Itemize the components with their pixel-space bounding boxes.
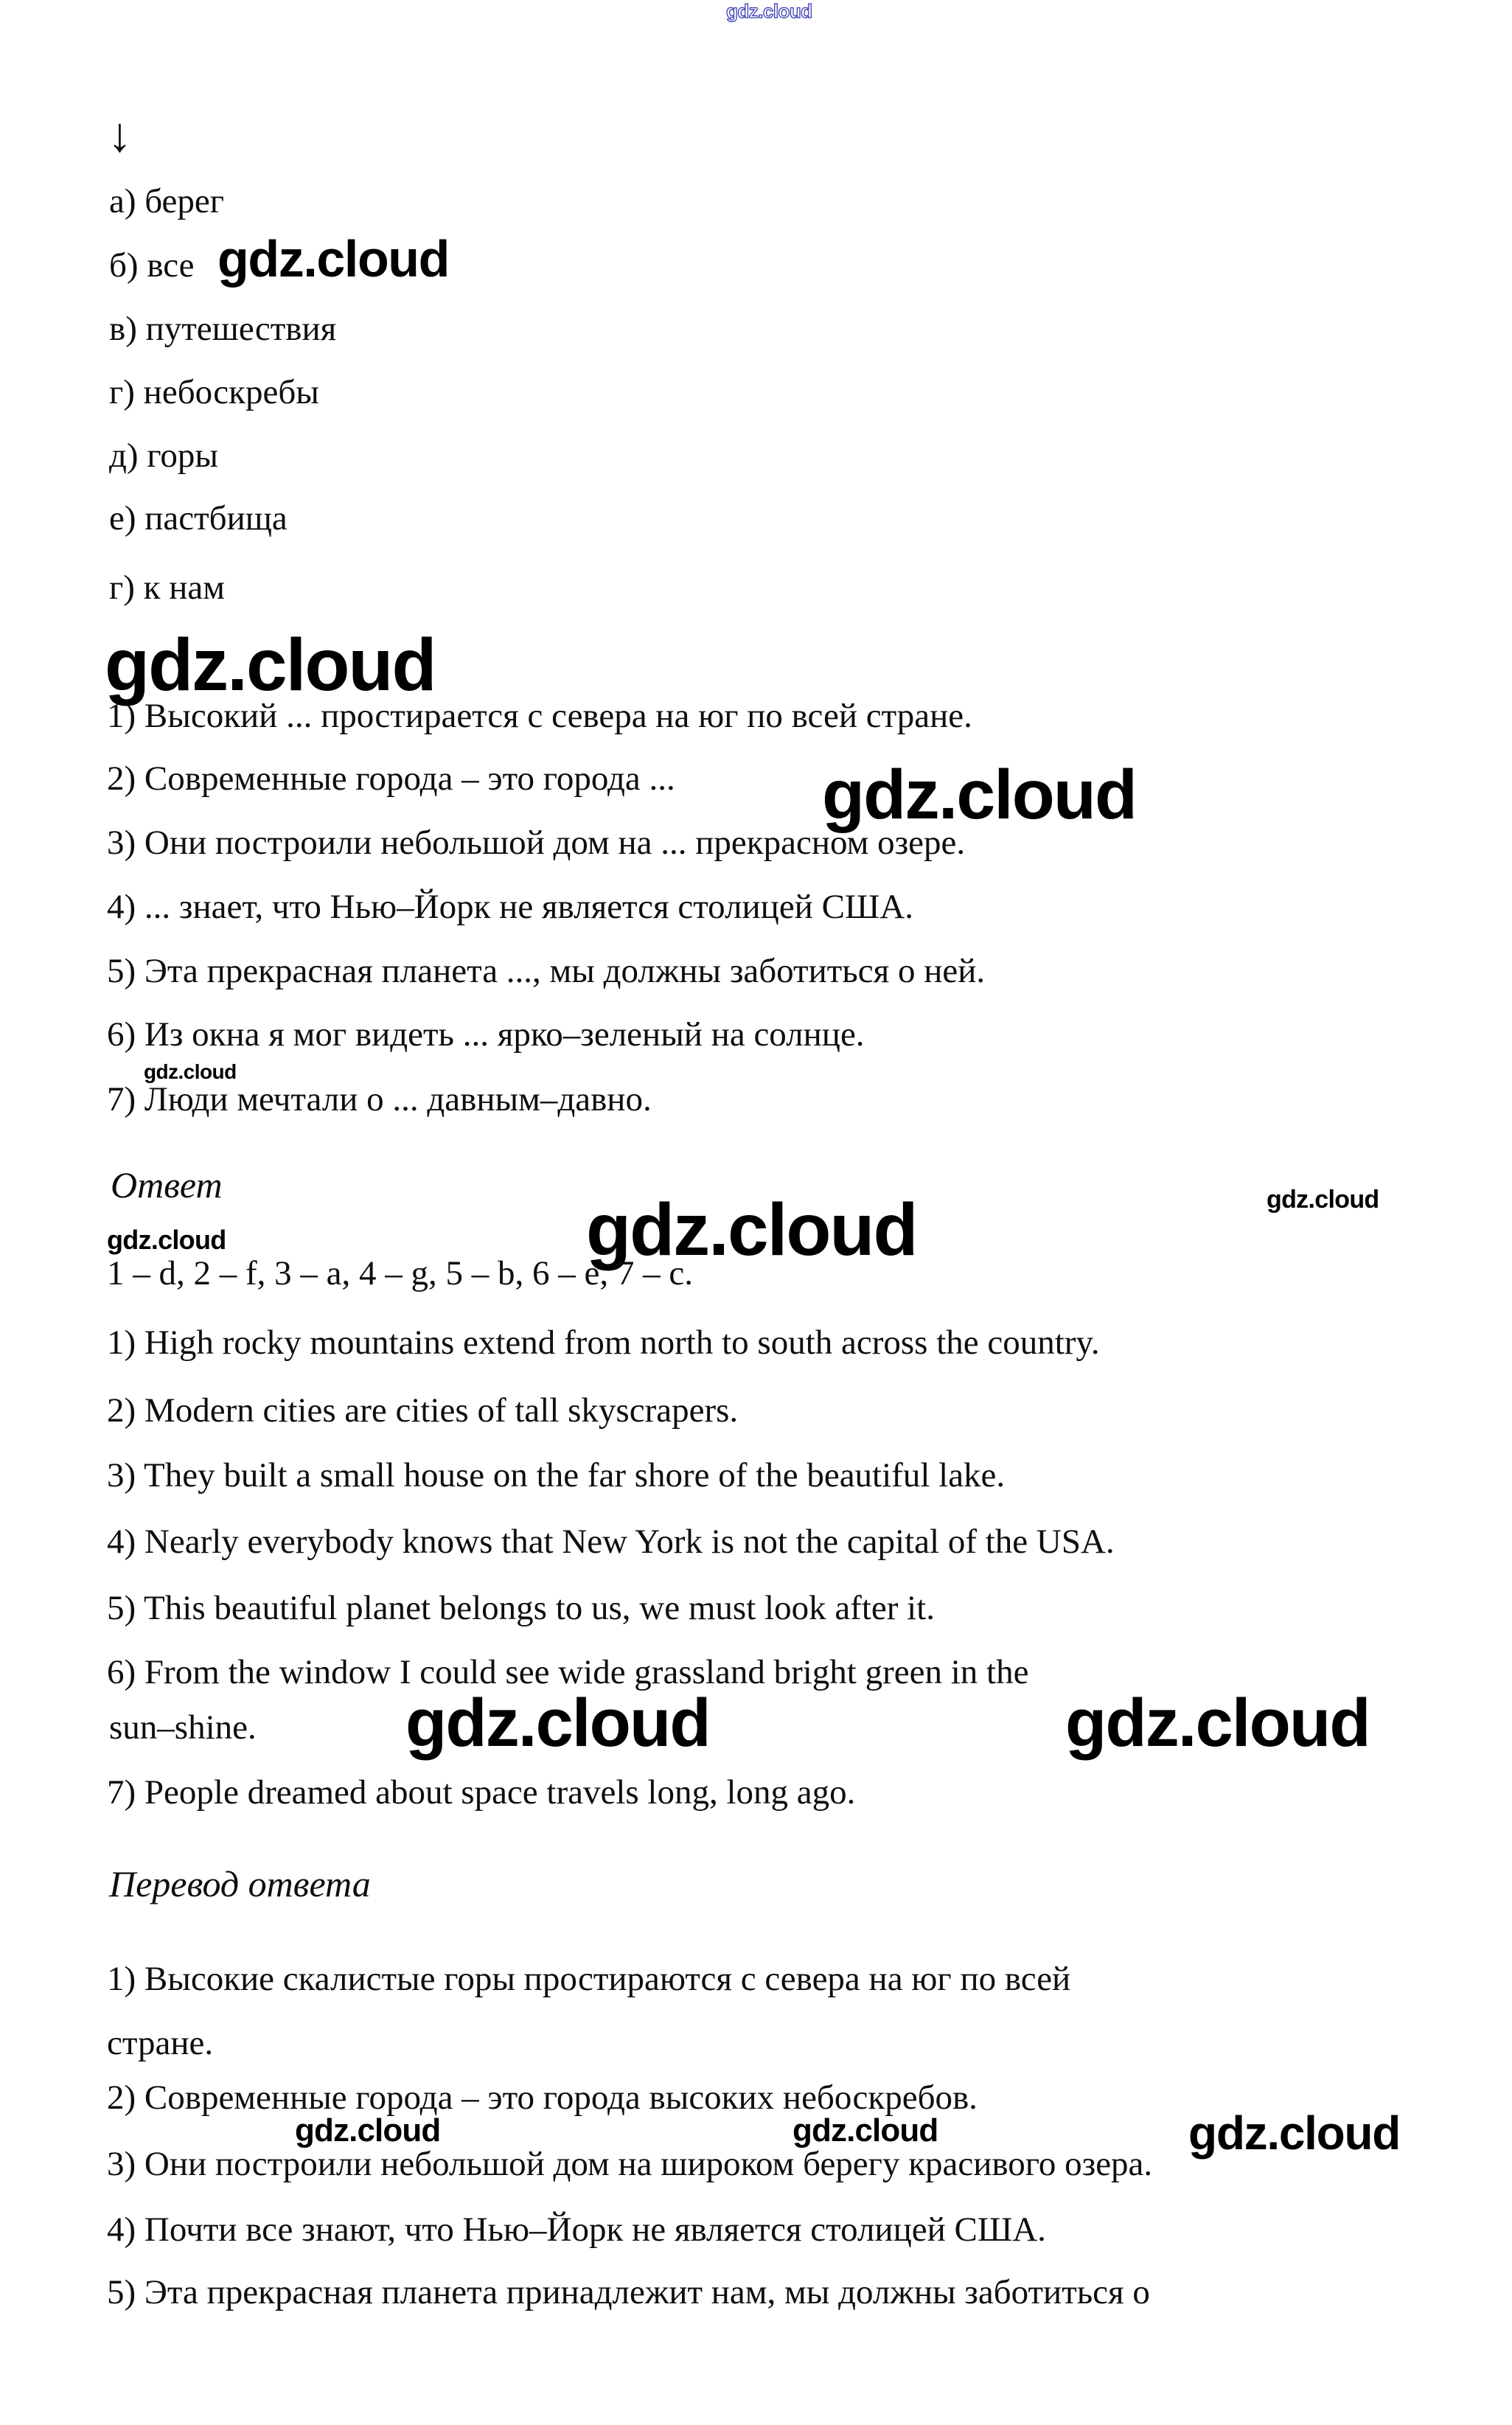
watermark-task-2: gdz.cloud bbox=[822, 756, 1137, 834]
watermark-answer-left: gdz.cloud bbox=[107, 1225, 226, 1255]
task-ru-3: 3) Они построили небольшой дом на ... прекрасном озере. bbox=[107, 824, 966, 862]
option-e: е) пастбища bbox=[109, 499, 288, 537]
translation-line-1-continuation: стране. bbox=[107, 2024, 214, 2062]
task-ru-7: 7) Люди мечтали о ... давным–давно. bbox=[107, 1080, 652, 1118]
watermark-sunshine-left: gdz.cloud bbox=[405, 1685, 710, 1761]
english-sentence-7: 7) People dreamed about space travels long, long ago. bbox=[107, 1773, 856, 1812]
task-ru-4: 4) ... знает, что Нью–Йорк не является столицей США. bbox=[107, 888, 914, 926]
english-sentence-6: 6) From the window I could see wide grassland bright green in the bbox=[107, 1653, 1029, 1691]
option-b: б) все bbox=[109, 246, 195, 285]
option-d: д) горы bbox=[109, 436, 218, 475]
translation-line-2: 2) Современные города – это города высоких небоскребов. bbox=[107, 2078, 978, 2117]
option-a: а) берег bbox=[109, 182, 225, 220]
translation-heading: Перевод ответа bbox=[109, 1863, 371, 1904]
translation-line-3: 3) Они построили небольшой дом на широком берегу красивого озера. bbox=[107, 2145, 1153, 2183]
task-ru-6: 6) Из окна я мог видеть ... ярко–зеленый на солнце. bbox=[107, 1015, 865, 1054]
answer-heading: Ответ bbox=[111, 1164, 223, 1205]
english-sentence-2: 2) Modern cities are cities of tall skyscrapers. bbox=[107, 1391, 739, 1430]
translation-line-1: 1) Высокие скалистые горы простираются с севера на юг по всей bbox=[107, 1960, 1071, 1998]
option-g2: г) к нам bbox=[109, 568, 226, 607]
watermark-bottom-right: gdz.cloud bbox=[1188, 2106, 1401, 2160]
watermark-top-brand: gdz.cloud bbox=[726, 0, 812, 22]
watermark-sunshine-right: gdz.cloud bbox=[1065, 1685, 1370, 1761]
english-sentence-4: 4) Nearly everybody knows that New York is not the capital of the USA. bbox=[107, 1523, 1115, 1561]
english-sentence-3: 3) They built a small house on the far shore of the beautiful lake. bbox=[107, 1456, 1006, 1495]
watermark-above-task-7: gdz.cloud bbox=[144, 1060, 237, 1083]
watermark-option-b: gdz.cloud bbox=[217, 230, 450, 288]
task-ru-2: 2) Современные города – это города ... bbox=[107, 759, 675, 798]
task-ru-1: 1) Высокий ... простирается с севера на юг по всей стране. bbox=[107, 697, 972, 735]
option-g: г) небоскребы bbox=[109, 373, 319, 411]
translation-line-5: 5) Эта прекрасная планета принадлежит нам, мы должны заботиться о bbox=[107, 2273, 1150, 2311]
watermark-bottom-left: gdz.cloud bbox=[295, 2112, 441, 2149]
translation-line-4: 4) Почти все знают, что Нью–Йорк не является столицей США. bbox=[107, 2210, 1046, 2249]
watermark-answer-center: gdz.cloud bbox=[586, 1189, 917, 1271]
english-sentence-5: 5) This beautiful planet belongs to us, we must look after it. bbox=[107, 1589, 936, 1627]
watermark-answer-right: gdz.cloud bbox=[1267, 1186, 1379, 1214]
english-sentence-1: 1) High rocky mountains extend from north to south across the country. bbox=[107, 1323, 1100, 1362]
watermark-section-1: gdz.cloud bbox=[105, 624, 436, 706]
answer-key: 1 – d, 2 – f, 3 – a, 4 – g, 5 – b, 6 – e, 7 – c. bbox=[107, 1254, 693, 1292]
task-ru-5: 5) Эта прекрасная планета ..., мы должны заботиться о ней. bbox=[107, 952, 986, 990]
watermark-bottom-center: gdz.cloud bbox=[792, 2112, 938, 2149]
english-sentence-6-continuation: sun–shine. bbox=[109, 1708, 257, 1747]
option-v: в) путешествия bbox=[109, 310, 337, 348]
down-arrow-icon: ↓ bbox=[108, 108, 132, 162]
